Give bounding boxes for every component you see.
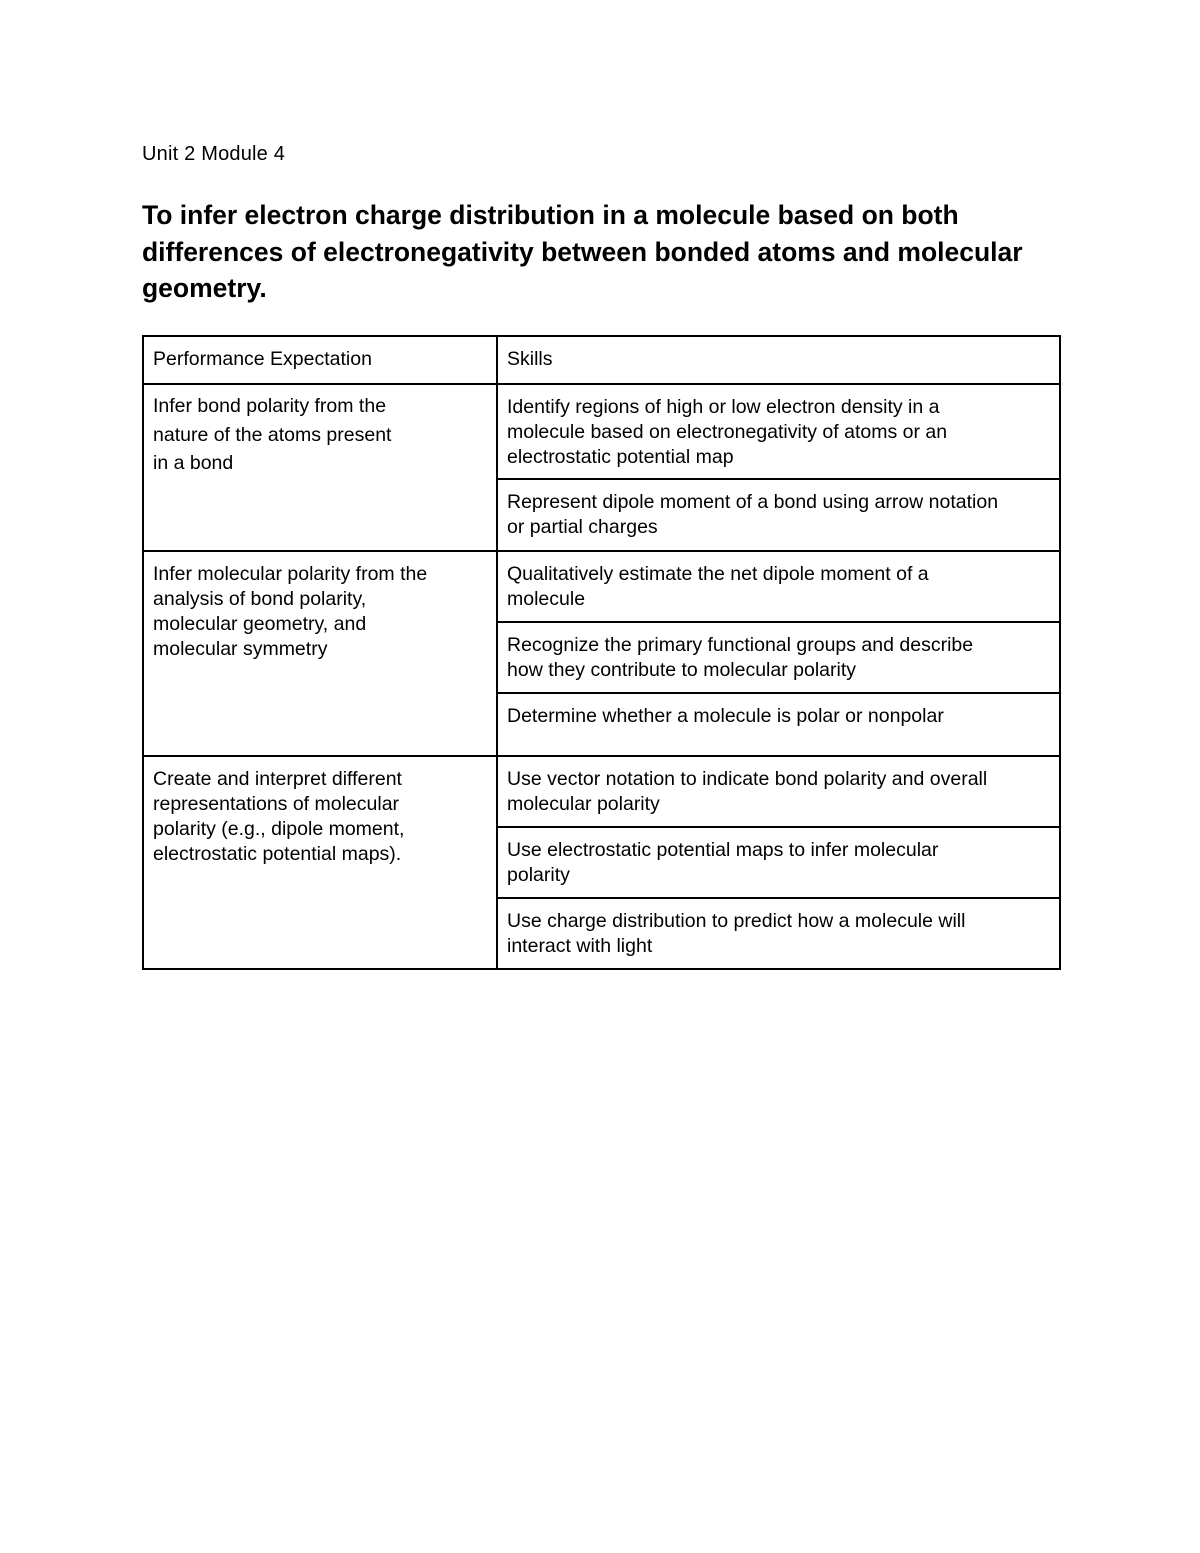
skill-cell [497, 693, 1060, 756]
table-row [143, 756, 1060, 827]
pe-line: Infer molecular polarity from the [153, 563, 428, 585]
skill-line: how they contribute to molecular polarity [507, 659, 857, 681]
skill-cell [497, 756, 1060, 827]
skill-cell [497, 551, 1060, 622]
skill-cell [497, 384, 1060, 479]
pe-line: electrostatic potential maps). [153, 843, 402, 865]
skill-cell [497, 479, 1060, 551]
pe-line: polarity (e.g., dipole moment, [153, 818, 405, 840]
unit-label: Unit 2 Module 4 [142, 143, 286, 165]
skill-line: Use electrostatic potential maps to infer molecular [507, 839, 939, 861]
table-header-row [143, 336, 1060, 384]
table-row [143, 551, 1060, 622]
skill-line: polarity [507, 864, 570, 886]
skill-cell [497, 898, 1060, 969]
pe-line: in a bond [153, 452, 234, 474]
skill-line: molecular polarity [507, 793, 660, 815]
skill-line: Determine whether a molecule is polar or nonpolar [507, 705, 944, 727]
pe-line: Create and interpret different [153, 768, 402, 790]
pe-line: representations of molecular [153, 793, 400, 815]
performance-expectation-cell [143, 384, 497, 551]
header-performance-expectation: Performance Expectation [143, 336, 497, 384]
pe-line: molecular geometry, and [153, 613, 367, 635]
skill-line: Qualitatively estimate the net dipole moment of a [507, 563, 929, 585]
pe-line: nature of the atoms present [153, 423, 392, 446]
skill-line: Recognize the primary functional groups and describe [507, 634, 974, 656]
performance-expectations-table [142, 335, 1061, 970]
learning-objective: To infer electron charge distribution in a molecule based on both differences of electronegativity between bonded atoms and molecular geometry. [142, 200, 1023, 303]
skill-line: Use charge distribution to predict how a molecule will [507, 910, 966, 932]
skill-line: electrostatic potential map [507, 446, 734, 468]
pe-line: molecular symmetry [153, 638, 328, 660]
skill-cell [497, 827, 1060, 898]
pe-line: analysis of bond polarity, [153, 588, 367, 610]
performance-expectation-cell [143, 756, 497, 969]
performance-expectation-cell [143, 551, 497, 756]
skill-cell [497, 622, 1060, 693]
header-skills: Skills [497, 336, 1060, 384]
skill-line: Identify regions of high or low electron density in a [507, 396, 940, 418]
table-row [143, 384, 1060, 479]
skill-line: molecule [507, 588, 586, 610]
skill-line: or partial charges [507, 516, 658, 538]
skill-line: interact with light [507, 935, 653, 957]
skill-line: Use vector notation to indicate bond polarity and overall [507, 768, 988, 790]
pe-line: Infer bond polarity from the [153, 395, 387, 417]
skill-line: Represent dipole moment of a bond using arrow notation [507, 491, 999, 513]
skill-line: molecule based on electronegativity of atoms or an [507, 421, 948, 443]
